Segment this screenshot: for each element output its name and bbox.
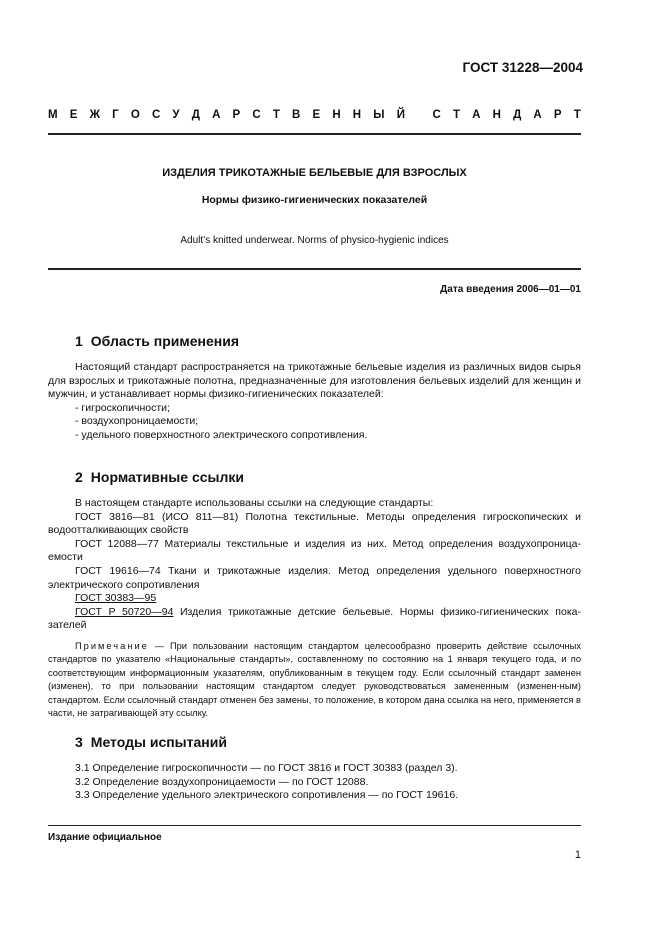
section-3-heading xyxy=(75,734,227,750)
section-1-number: 1 xyxy=(75,333,83,349)
header-divider-top xyxy=(48,133,581,135)
list-item: - воздухопроницаемости; xyxy=(75,415,199,428)
section-2-title: Нормативные ссылки xyxy=(90,469,244,485)
standard-type-letter: У xyxy=(172,109,180,121)
standard-type-letter: В xyxy=(292,109,301,121)
section-1-body xyxy=(48,361,581,443)
standard-type-letter: А xyxy=(472,109,481,121)
reference-text: Ткани и трикотажные изделия. Метод определения удельного поверхностного электрического сопротивления xyxy=(48,564,581,591)
edition-label: Издание официальное xyxy=(48,832,162,843)
header-divider-bottom xyxy=(48,268,581,270)
standard-type-letter: Р xyxy=(553,109,562,121)
reference-item xyxy=(48,511,581,538)
section-2-body xyxy=(48,497,581,720)
reference-code: ГОСТ 3816—81 (ИСО 811—81) xyxy=(75,510,239,523)
reference-text: Материалы текстильные и изделия из них. Метод определения воздухопроница-емости xyxy=(48,537,581,564)
document-title: ИЗДЕЛИЯ ТРИКОТАЖНЫЕ БЕЛЬЕВЫЕ ДЛЯ ВЗРОСЛЫХ xyxy=(162,167,467,179)
standard-type-letter: М xyxy=(48,109,58,121)
page-number: 1 xyxy=(574,849,581,861)
reference-code: ГОСТ 30383—95 xyxy=(75,592,157,605)
standard-type-letter: Н xyxy=(492,109,501,121)
standard-type-letter: Т xyxy=(573,109,581,121)
reference-item xyxy=(48,592,581,606)
standard-type-letter: А xyxy=(212,109,221,121)
footer-divider xyxy=(48,825,581,826)
standard-type-letter: Д xyxy=(513,109,522,121)
reference-item xyxy=(48,565,581,592)
gost-code: ГОСТ 31228—2004 xyxy=(462,60,583,75)
standard-type-letter: Т xyxy=(272,109,280,121)
standard-type-letter: С xyxy=(432,109,441,121)
note-text: — При пользовании настоящим стандартом целесообразно проверить действие ссылочных стандартов по указателю «Национальные стандарты», составленному по состоянию на 1 января текущего года, и по соответствующим информационным указателям, опубликованным в текущем году. Если ссылочный стандарт заменен (изменен), то при пользовании настоящим стандартом следует руководствоваться замененным (изменен-ным) стандартом. Если ссылочный стандарт отменен без замены, то положение, в котором дана ссылка на него, применяется в части, не затрагивающей эту ссылку. xyxy=(48,640,581,718)
standard-type-letter: А xyxy=(533,109,542,121)
section-2-heading xyxy=(75,469,244,485)
section-3-title: Методы испытаний xyxy=(90,734,227,750)
standard-type-letter: Р xyxy=(232,109,241,121)
document-subtitle: Нормы физико-гигиенических показателей xyxy=(201,194,428,206)
standard-type-letter: Д xyxy=(191,109,200,121)
section-3-body xyxy=(48,762,581,803)
standard-type-letter: С xyxy=(151,109,161,121)
section-1-title: Область применения xyxy=(90,333,240,349)
list-item: - удельного поверхностного электрического сопротивления. xyxy=(75,428,368,441)
list-item: 3.1 Определение гигроскопичности — по ГОСТ 3816 и ГОСТ 30383 (раздел 3). xyxy=(75,762,458,774)
reference-text: Полотна текстильные. Методы определения гигроскопических и водоотталкивающих свойств xyxy=(48,510,581,537)
standard-type-letter xyxy=(417,109,420,121)
standard-type-letter: О xyxy=(130,109,140,121)
reference-code: ГОСТ 19616—74 xyxy=(75,564,161,577)
reference-item xyxy=(48,538,581,565)
standard-type-letter: Е xyxy=(69,109,78,121)
note-label: Примечание xyxy=(75,640,149,651)
standard-type-letter: С xyxy=(252,109,261,121)
section-1-heading xyxy=(75,333,239,349)
list-item: 3.3 Определение удельного электрического сопротивления — по ГОСТ 19616. xyxy=(75,789,459,802)
standard-type-letter: Т xyxy=(452,109,460,121)
standard-type-heading xyxy=(48,109,581,121)
section-1-paragraph: Настоящий стандарт распространяется на трикотажные бельевые изделия из различных видов сырья для взрослых и трикотажные полотна, предназначенные для изготовления бельевых изделий для женщин и мужчин, и устанавливает нормы физико-гигиенических показателей: xyxy=(48,361,581,401)
section-2-intro: В настоящем стандарте использованы ссылки на следующие стандарты: xyxy=(75,497,434,509)
standard-type-letter: Ж xyxy=(89,109,100,121)
reference-item xyxy=(48,606,581,633)
standard-type-letter: Й xyxy=(396,109,405,121)
introduction-date: Дата введения 2006—01—01 xyxy=(440,284,581,295)
list-item: 3.2 Определение воздухопроницаемости — по ГОСТ 12088. xyxy=(75,775,369,788)
section-2-number: 2 xyxy=(75,469,83,485)
list-item: - гигроскопичности; xyxy=(75,401,170,414)
section-3-number: 3 xyxy=(75,734,83,750)
note-paragraph xyxy=(48,640,581,720)
document-title-en: Adult’s knitted underwear. Norms of physico-hygienic indices xyxy=(180,235,449,246)
standard-type-letter: Н xyxy=(352,109,362,121)
standard-type-letter: Г xyxy=(112,109,119,121)
reference-text: Изделия трикотажные детские бельевые. Нормы физико-гигиенических пока-зателей xyxy=(48,605,581,632)
reference-code: ГОСТ Р 50720—94 xyxy=(75,605,174,618)
reference-code: ГОСТ 12088—77 xyxy=(75,537,159,550)
standard-type-letter: Ы xyxy=(373,109,385,121)
standard-type-letter: Н xyxy=(332,109,341,121)
standard-type-letter: Е xyxy=(312,109,321,121)
